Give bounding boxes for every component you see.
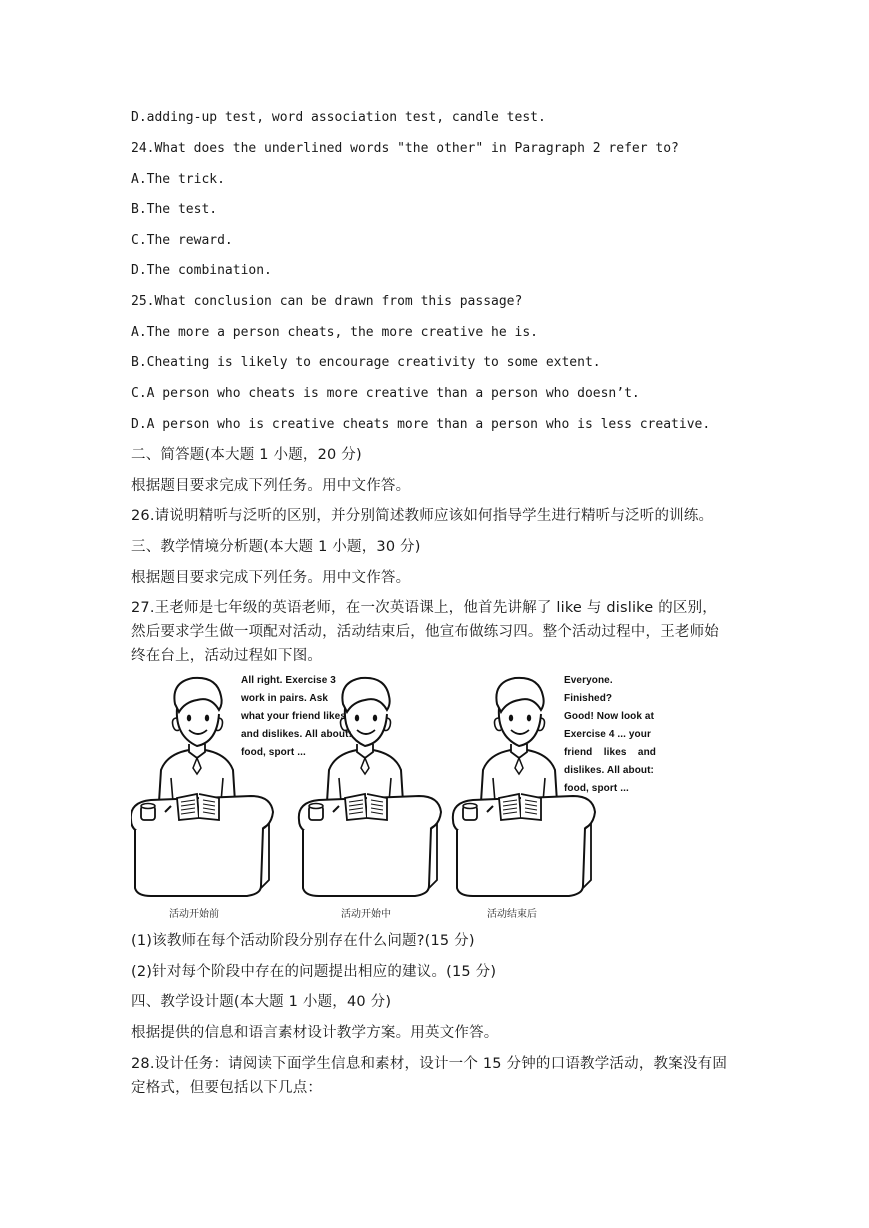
q27-stem-line3: 终在台上，活动过程如下图。 — [131, 648, 323, 664]
panel-1-speech — [241, 672, 352, 762]
speech-line: dislikes. All about: — [564, 765, 654, 776]
q24-option-a: A.The trick. — [131, 172, 225, 187]
section-4-heading: 四、教学设计题(本大题 1 小题，40 分) — [131, 994, 392, 1010]
section-4-instruction: 根据提供的信息和语言素材设计教学方案。用英文作答。 — [131, 1025, 499, 1041]
section-3-instruction: 根据题目要求完成下列任务。用中文作答。 — [131, 570, 411, 586]
caption-after: 活动结束后 — [487, 909, 537, 920]
q28-stem-line1: 28.设计任务：请阅读下面学生信息和素材，设计一个 15 分钟的口语教学活动，教案没有固 — [131, 1056, 728, 1072]
speech-line: All right. Exercise 3 — [241, 675, 336, 686]
speech-line: food, sport ... — [241, 747, 306, 758]
q24-option-d: D.The combination. — [131, 263, 272, 278]
q25-option-b: B.Cheating is likely to encourage creativity to some extent. — [131, 355, 601, 370]
q25-stem: 25.What conclusion can be drawn from this passage? — [131, 294, 523, 309]
q27-subquestion-2: (2)针对每个阶段中存在的问题提出相应的建议。(15 分) — [131, 964, 497, 980]
q27-stem-line1: 27.王老师是七年级的英语老师，在一次英语课上，他首先讲解了 like 与 dislike 的区别， — [131, 600, 717, 616]
q27-subquestion-1: (1)该教师在每个活动阶段分别存在什么问题?(15 分) — [131, 933, 475, 949]
q24-option-b: B.The test. — [131, 202, 218, 217]
speech-line: and dislikes. All about: — [241, 729, 352, 740]
section-2-heading: 二、简答题(本大题 1 小题，20 分) — [131, 447, 362, 463]
speech-line: Everyone. Finished? — [564, 675, 613, 704]
section-3-heading: 三、教学情境分析题(本大题 1 小题，30 分) — [131, 539, 421, 555]
speech-line: food, sport ... — [564, 783, 629, 794]
speech-line: Exercise 4 ... your — [564, 729, 651, 740]
speech-line: friend likes and — [564, 747, 656, 758]
speech-line: Good! Now look at — [564, 711, 655, 722]
section-2-instruction: 根据题目要求完成下列任务。用中文作答。 — [131, 478, 411, 494]
panel-3-speech — [564, 672, 656, 798]
q25-option-c: C.A person who cheats is more creative than a person who doesn’t. — [131, 386, 640, 401]
q25-option-d: D.A person who is creative cheats more than a person who is less creative. — [131, 417, 711, 432]
q24-stem: 24.What does the underlined words "the other" in Paragraph 2 refer to? — [131, 141, 679, 156]
q27-stem-line2: 然后要求学生做一项配对活动，活动结束后，他宣布做练习四。整个活动过程中，王老师始 — [131, 624, 719, 640]
caption-during: 活动开始中 — [341, 909, 391, 920]
q26-stem: 26.请说明精听与泛听的区别，并分别简述教师应该如何指导学生进行精听与泛听的训练。 — [131, 508, 714, 524]
speech-line: work in pairs. Ask — [241, 693, 329, 704]
classroom-illustration — [131, 670, 721, 920]
speech-line: what your friend likes — [241, 711, 347, 722]
caption-before: 活动开始前 — [169, 909, 219, 920]
q25-option-a: A.The more a person cheats, the more creative he is. — [131, 325, 538, 340]
q24-option-c: C.The reward. — [131, 233, 233, 248]
q28-stem-line2: 定格式，但要包括以下几点： — [131, 1080, 323, 1096]
q23-option-d: D.adding-up test, word association test, candle test. — [131, 110, 546, 125]
